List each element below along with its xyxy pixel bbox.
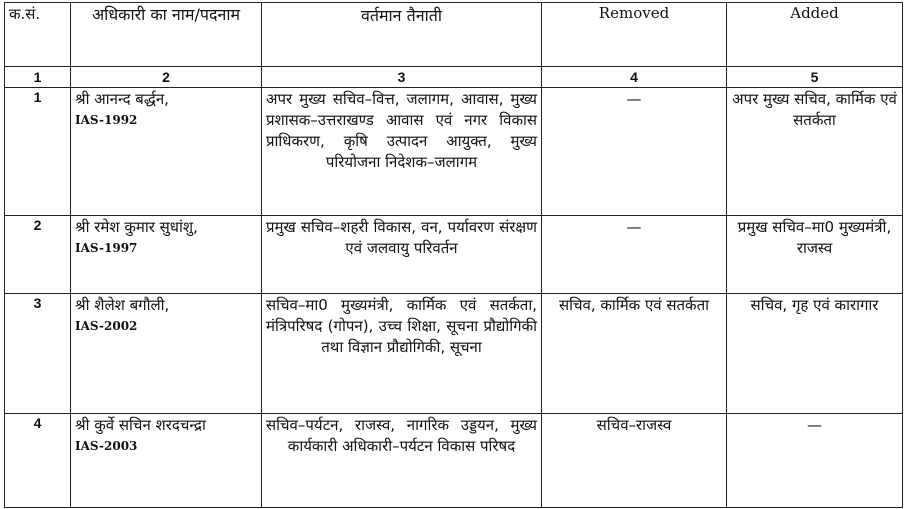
current-posting: सचिव–पर्यटन, राजस्व, नागरिक उड्डयन, मुख्य कार्यकारी अधिकारी–पर्यटन विकास परिषद: [262, 414, 542, 508]
officer-name-cell: [71, 414, 262, 508]
serial-number: 1: [5, 88, 71, 216]
header-row: [5, 3, 903, 67]
officer-name: श्री शैलेश बगौली,: [75, 296, 170, 314]
officer-name-cell: [71, 294, 262, 414]
removed-posting: सचिव–राजस्व: [542, 414, 727, 508]
column-number-row: [5, 67, 903, 88]
removed-posting: —: [542, 88, 727, 216]
serial-number: 4: [5, 414, 71, 508]
officer-name-cell: [71, 216, 262, 294]
current-posting: सचिव–मा0 मुख्यमंत्री, कार्मिक एवं सतर्कता, मंत्रिपरिषद (गोपन), उच्च शिक्षा, सूचना प्रौद्योगिकी तथा विज्ञान प्रौद्योगिकी, सूचना: [262, 294, 542, 414]
table-row: [5, 216, 903, 294]
officer-transfer-table: [4, 2, 903, 508]
table-row: [5, 88, 903, 216]
header-serial: क.सं.: [5, 3, 71, 67]
officer-name: श्री रमेश कुमार सुधांशु,: [75, 218, 198, 236]
added-posting: सचिव, गृह एवं कारागार: [727, 294, 903, 414]
header-added: Added: [727, 3, 903, 67]
ias-batch: IAS-1997: [75, 241, 138, 255]
ias-batch: IAS-2002: [75, 319, 138, 333]
serial-number: 2: [5, 216, 71, 294]
added-posting: —: [727, 414, 903, 508]
table-row: [5, 414, 903, 508]
removed-posting: —: [542, 216, 727, 294]
column-number: 5: [727, 67, 903, 88]
header-officer-name: अधिकारी का नाम/पदनाम: [71, 3, 262, 67]
officer-name-cell: [71, 88, 262, 216]
table-row: [5, 294, 903, 414]
header-removed: Removed: [542, 3, 727, 67]
officer-name: श्री आनन्द बर्द्धन,: [75, 90, 169, 108]
removed-posting: सचिव, कार्मिक एवं सतर्कता: [542, 294, 727, 414]
added-posting: अपर मुख्य सचिव, कार्मिक एवं सतर्कता: [727, 88, 903, 216]
ias-batch: IAS-2003: [75, 439, 138, 453]
added-posting: प्रमुख सचिव–मा0 मुख्यमंत्री, राजस्व: [727, 216, 903, 294]
current-posting: प्रमुख सचिव–शहरी विकास, वन, पर्यावरण संरक्षण एवं जलवायु परिवर्तन: [262, 216, 542, 294]
header-current-posting: वर्तमान तैनाती: [262, 3, 542, 67]
ias-batch: IAS-1992: [75, 113, 138, 127]
column-number: 1: [5, 67, 71, 88]
column-number: 2: [71, 67, 262, 88]
column-number: 3: [262, 67, 542, 88]
column-number: 4: [542, 67, 727, 88]
current-posting: अपर मुख्य सचिव–वित्त, जलागम, आवास, मुख्य प्रशासक–उत्तराखण्ड आवास एवं नगर विकास प्राधिकरण, कृषि उत्पादन आयुक्त, मुख्य परियोजना निदेशक–जलागम: [262, 88, 542, 216]
serial-number: 3: [5, 294, 71, 414]
officer-name: श्री कुर्वे सचिन शरदचन्द्रा: [75, 416, 206, 434]
